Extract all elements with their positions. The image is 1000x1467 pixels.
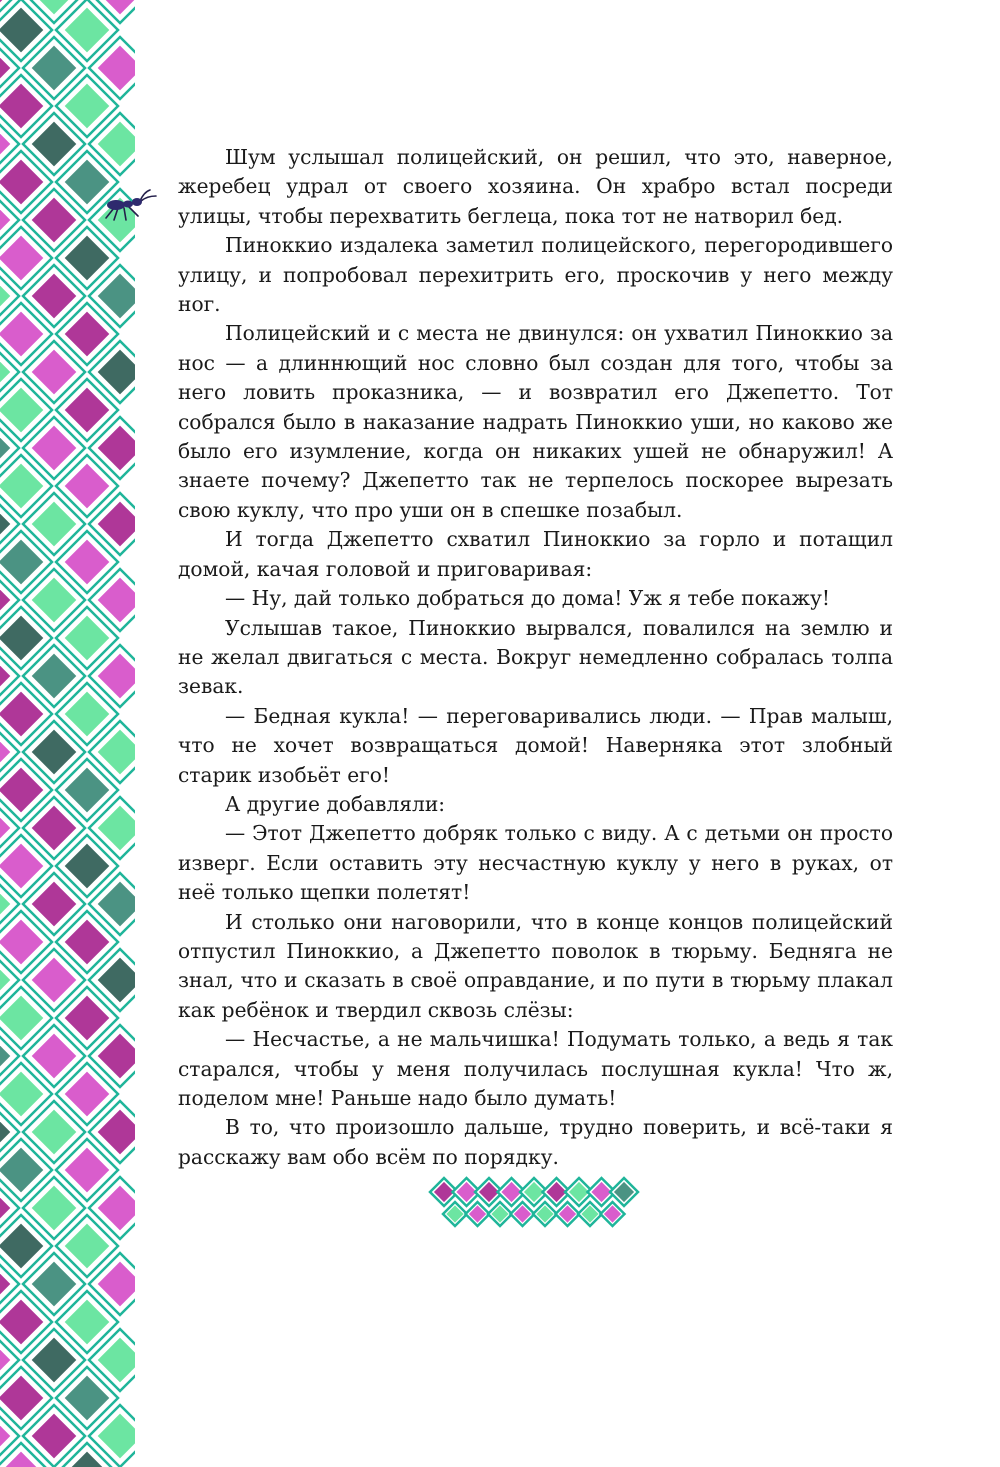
ornament-tile [511, 1202, 535, 1226]
paragraph: Шум услышал полицейский, он решил, что это, наверное, жеребец удрал от своего хозяина. Он храбро встал посреди улицы, чтобы перехватить беглеца, пока тот не натворил бед. [178, 145, 893, 228]
paragraph: И тогда Джепетто схватил Пиноккио за горло и потащил домой, качая головой и приговаривая: [178, 527, 893, 581]
ornament-tile [533, 1202, 557, 1226]
paragraph: — Ну, дай только добраться до дома! Уж я тебе покажу! [225, 586, 830, 611]
ornament-tile [556, 1202, 580, 1226]
diamond-ornament [428, 1168, 640, 1238]
paragraph: Полицейский и с места не двинулся: он ухватил Пиноккио за нос — а длиннющий нос словно был создан для того, чтобы за него ловить проказника, — и возвратил его Джепетто. Тот собрался было в наказание надрать Пиноккио уши, но каково же было его изумление, когда он никаких ушей не обнаружил! А знаете почему? Джепетто так не терпелось поскорее вырезать свою куклу, что про уши он в спешке позабыл. [178, 321, 893, 522]
ornament-tile [443, 1202, 467, 1226]
paragraph: И столько они наговорили, что в конце концов полицейский отпустил Пиноккио, а Джепетто поволок в тюрьму. Бедняга не знал, что и сказать в своё оправдание, и по пути в тюрьму плакал как ребёнок и твердил сквозь слёзы: [178, 909, 893, 1022]
paragraph: — Бедная кукла! — переговаривались люди. — Прав малыш, что не хочет возвращаться домой! Наверняка этот злобный старик изобьёт его! [178, 703, 893, 787]
ornament-tile [601, 1202, 625, 1226]
paragraph: — Несчастье, а не мальчишка! Подумать только, а ведь я так старался, чтобы у меня получилась послушная кукла! Что ж, поделом мне! Раньше надо было думать! [178, 1027, 893, 1110]
paragraph: Услышав такое, Пиноккио вырвался, повалился на землю и не желал двигаться с места. Вокруг немедленно собралась толпа зевак. [178, 615, 893, 699]
paragraph: Пиноккио издалека заметил полицейского, перегородившего улицу, и попробовал перехитрить его, проскочив у него между ног. [178, 233, 893, 317]
paragraph: — Этот Джепетто добряк только с виду. А с детьми он просто изверг. Если оставить эту несчастную куклу у него в руках, от неё только щепки полетят! [178, 821, 893, 905]
ornament-tile [578, 1202, 602, 1226]
story-text [178, 143, 893, 1172]
paragraph: В то, что произошло дальше, трудно поверить, и всё-таки я расскажу вам обо всём по порядку. [178, 1115, 893, 1169]
ornament-tile [488, 1202, 512, 1226]
paragraph: А другие добавляли: [225, 791, 446, 816]
ornament-tile [610, 1178, 638, 1206]
ornament-tile [466, 1202, 490, 1226]
ant-icon [100, 186, 164, 224]
